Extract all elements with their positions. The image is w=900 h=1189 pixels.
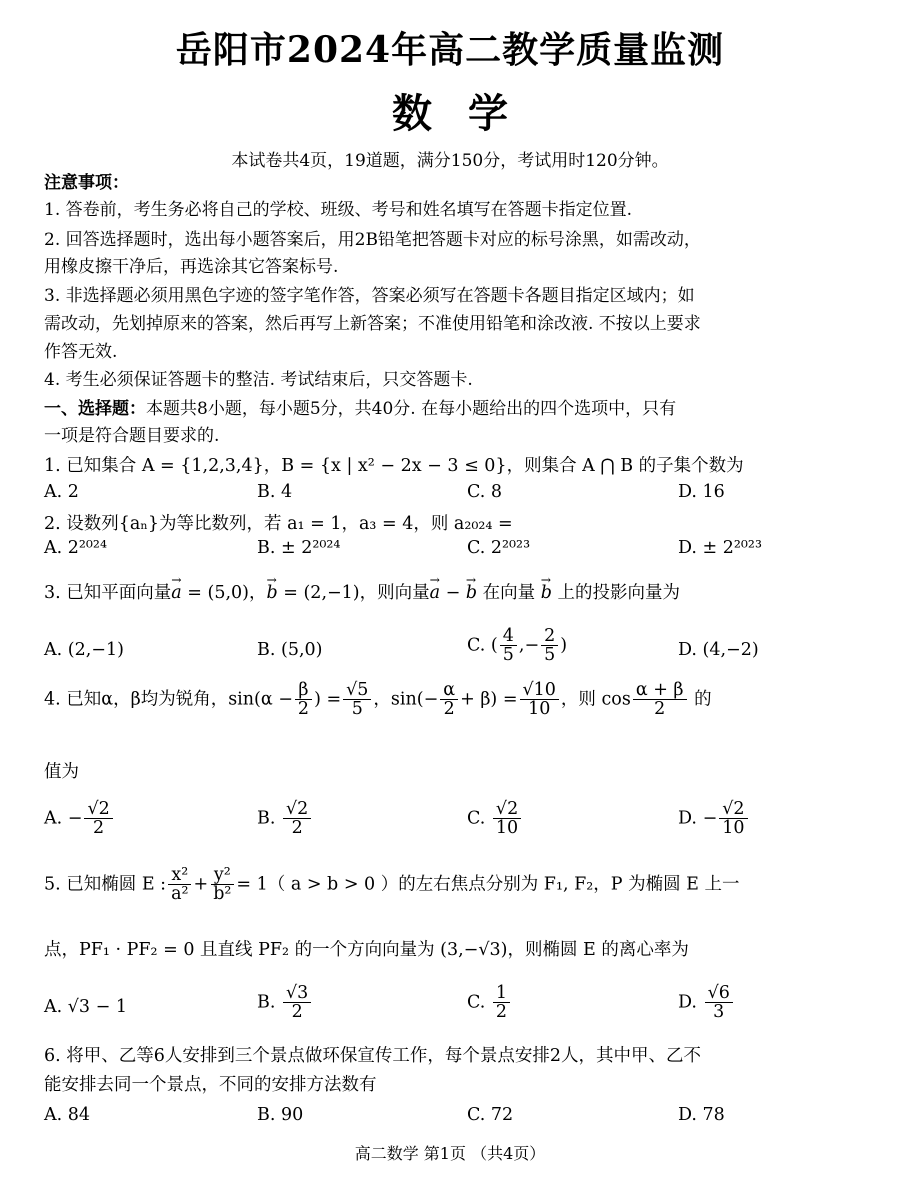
question-6-line1: 6. 将甲、乙等6人安排到三个景点做环保宣传工作，每个景点安排2人，其中甲、乙不	[44, 1046, 702, 1066]
q5-option-b	[257, 984, 313, 1022]
q1-option-c: C. 8	[467, 482, 503, 502]
denominator: a²	[171, 884, 189, 905]
denominator: 5	[351, 699, 363, 720]
numerator: √2	[84, 800, 112, 819]
numerator: 4	[500, 627, 517, 646]
numerator: √2	[719, 800, 747, 819]
note-line: 4. 考生必须保证答题卡的整洁. 考试结束后，只交答题卡.	[44, 370, 473, 390]
exam-intro: 本试卷共4页，19道题，满分150分，考试用时120分钟。	[231, 151, 669, 171]
q4-then: ，则 cos	[560, 689, 631, 710]
option-label: A.	[44, 997, 63, 1017]
q3-c-close: )	[560, 635, 568, 656]
q2-option-d: D. ± 2²⁰²³	[678, 538, 762, 558]
q2-option-c: C. 2²⁰²³	[467, 538, 531, 558]
fraction	[84, 800, 112, 838]
q4-tail: 的	[694, 689, 712, 710]
q3-option-a: A. (2,−1)	[44, 640, 124, 660]
question-2: 2. 设数列{aₙ}为等比数列，若 a₁ = 1，a₃ = 4，则 a₂₀₂₄ =	[44, 514, 513, 534]
q4-option-d	[678, 800, 750, 838]
option-label: D.	[678, 808, 697, 829]
numerator: √10	[520, 681, 559, 700]
denominator: 2	[297, 699, 310, 720]
option-sign: −	[702, 808, 718, 829]
option-label: C.	[467, 992, 486, 1013]
denominator: 2	[443, 699, 455, 720]
note-line: 需改动，先划掉原来的答案，然后再写上新答案；不准使用铅笔和涂改液. 不按以上要求	[44, 314, 701, 334]
denominator: 2	[291, 1002, 303, 1023]
note-line: 3. 非选择题必须用黑色字迹的签字笔作答，答案必须写在答题卡各题目指定区域内；如	[44, 286, 695, 306]
fraction	[493, 984, 510, 1022]
fraction	[500, 627, 517, 665]
numerator: 1	[493, 984, 510, 1003]
q5-prefix: 5. 已知椭圆 E :	[44, 874, 167, 895]
q3-suffix: 上的投影向量为	[551, 583, 680, 603]
fraction	[719, 800, 747, 838]
question-6-line2: 能安排去同一个景点，不同的安排方法数有	[44, 1075, 377, 1095]
question-1: 1. 已知集合 A = {1,2,3,4}，B = {x | x² − 2x − 3 ≤ 0}，则集合 A ⋂ B 的子集个数为	[44, 456, 744, 476]
denominator: 10	[722, 818, 745, 839]
denominator: 10	[495, 818, 519, 839]
numerator: x²	[168, 866, 191, 885]
fraction	[520, 681, 559, 719]
q3-option-d: D. (4,−2)	[678, 640, 759, 660]
question-5-line2: 点，PF₁ · PF₂ = 0 且直线 PF₂ 的一个方向向量为 (3,−√3)，则椭圆 E 的离心率为	[44, 940, 689, 960]
q4-prefix: 4. 已知α，β均为锐角，sin(α −	[44, 689, 293, 710]
q4-eq1: ) =	[314, 689, 342, 710]
q3-c-open: (	[490, 635, 498, 656]
fraction	[168, 866, 191, 904]
note-line: 1. 答卷前，考生务必将自己的学校、班级、考号和姓名填写在答题卡指定位置.	[44, 200, 633, 220]
q3-option-b: B. (5,0)	[257, 640, 323, 660]
note-line: 作答无效.	[44, 342, 118, 362]
option-label: A.	[44, 808, 63, 829]
option-label: B.	[257, 808, 276, 829]
q5-option-a	[44, 997, 127, 1017]
fraction	[541, 627, 558, 665]
q3-b-eq: = (2,−1)，则向量	[277, 583, 430, 603]
q1-option-d: D. 16	[678, 482, 725, 502]
q2-option-a: A. 2²⁰²⁴	[44, 538, 107, 558]
vector-a: → a	[171, 583, 181, 603]
subject-title: 数学	[392, 90, 544, 137]
fraction	[493, 800, 521, 838]
q4-option-b	[257, 800, 313, 838]
q3-c-sep: ,−	[518, 635, 540, 656]
question-5	[44, 866, 739, 904]
section1-desc: 本题共8小题，每小题5分，共40分. 在每小题给出的四个选项中，只有	[146, 399, 677, 419]
vector-b: → b	[541, 583, 552, 603]
fraction	[705, 984, 733, 1022]
q3-a-eq: = (5,0)，	[181, 583, 267, 603]
q4-option-a	[44, 800, 115, 838]
section1-heading: 一、选择题：	[44, 399, 146, 419]
q3-minus: −	[440, 583, 466, 603]
numerator: √5	[343, 681, 371, 700]
vector-b: → b	[266, 583, 277, 603]
denominator: 2	[654, 699, 666, 720]
option-label: C.	[467, 808, 486, 829]
exam-title: 岳阳市2024年高二教学质量监测	[175, 29, 725, 71]
q6-option-d: D. 78	[678, 1105, 725, 1125]
numerator: √6	[705, 984, 733, 1003]
denominator: 5	[544, 645, 556, 666]
fraction	[283, 800, 311, 838]
numerator: β	[295, 681, 311, 700]
q1-option-a: A. 2	[44, 482, 79, 502]
q3-option-c-label: C.	[467, 635, 486, 656]
q6-option-c: C. 72	[467, 1105, 514, 1125]
fraction	[343, 681, 371, 719]
numerator: √3	[283, 984, 311, 1003]
fraction	[283, 984, 311, 1022]
q4-option-c	[467, 800, 523, 838]
vector-b: → b	[466, 583, 477, 603]
numerator: y²	[211, 866, 234, 885]
q2-option-b: B. ± 2²⁰²⁴	[257, 538, 341, 558]
numerator: α + β	[633, 681, 687, 700]
note-line: 用橡皮擦干净后，再选涂其它答案标号.	[44, 257, 339, 277]
section1-line1	[44, 398, 864, 420]
q4-eq2: + β) =	[460, 689, 518, 710]
question-4-line2: 值为	[44, 762, 79, 782]
q5-plus: +	[193, 874, 209, 895]
q1-option-b: B. 4	[257, 482, 293, 502]
numerator: α	[440, 681, 458, 700]
notes-heading: 注意事项：	[44, 173, 129, 193]
section1-line2: 一项是符合题目要求的.	[44, 426, 220, 446]
q3-prefix: 3. 已知平面向量	[44, 583, 172, 603]
option-text: √3 − 1	[67, 997, 127, 1017]
fraction	[440, 681, 458, 719]
denominator: 5	[502, 645, 514, 666]
denominator: b²	[213, 884, 232, 905]
q5-option-c	[467, 984, 512, 1022]
page-footer: 高二数学 第1页 （共4页）	[354, 1144, 546, 1163]
denominator: 10	[528, 699, 551, 720]
denominator: 3	[713, 1002, 725, 1023]
denominator: 2	[93, 818, 105, 839]
fraction	[633, 681, 687, 719]
note-line: 2. 回答选择题时，选出每小题答案后，用2B铅笔把答题卡对应的标号涂黑，如需改动，	[44, 230, 701, 250]
q6-option-b: B. 90	[257, 1105, 304, 1125]
denominator: 2	[291, 818, 303, 839]
fraction	[295, 681, 312, 719]
q3-option-c	[467, 627, 567, 665]
option-label: B.	[257, 992, 276, 1013]
q5-option-d	[678, 984, 735, 1022]
q6-option-a: A. 84	[44, 1105, 91, 1125]
fraction	[210, 866, 234, 904]
vector-a: → a	[430, 583, 440, 603]
question-3	[44, 579, 680, 604]
q3-mid: 在向量	[477, 583, 541, 603]
q5-tail: = 1（ a > b > 0 ）的左右焦点分别为 F₁, F₂，P 为椭圆 E 上一	[236, 874, 740, 895]
question-4	[44, 681, 712, 719]
option-sign: −	[67, 808, 83, 829]
numerator: 2	[541, 627, 558, 646]
option-label: D.	[678, 992, 697, 1013]
denominator: 2	[495, 1002, 508, 1023]
numerator: √2	[493, 800, 521, 819]
numerator: √2	[283, 800, 311, 819]
q4-mid: ，sin(−	[373, 689, 439, 710]
